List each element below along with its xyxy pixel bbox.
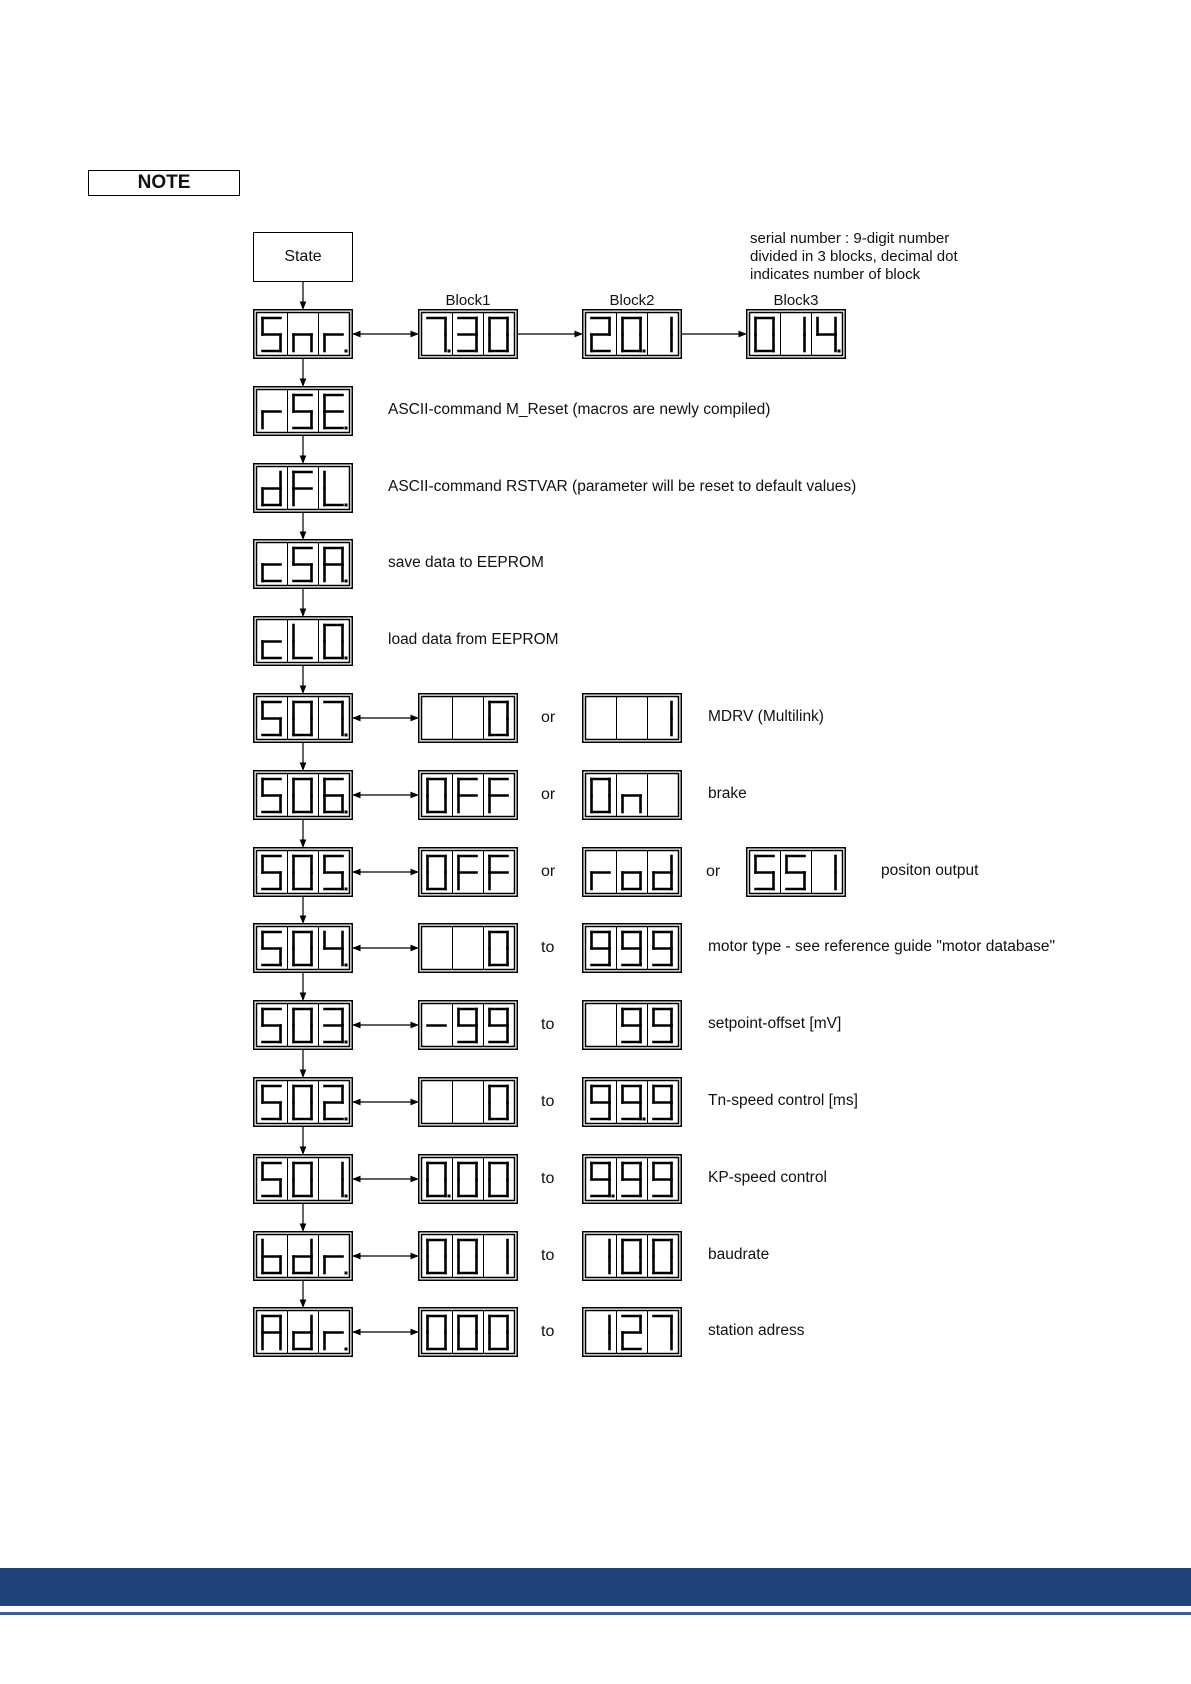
value-display <box>746 847 846 897</box>
state-display-5 <box>253 693 353 743</box>
state-display-7 <box>253 847 353 897</box>
state-display-11 <box>253 1154 353 1204</box>
connector-word: or <box>541 786 556 803</box>
connector-word: to <box>541 1170 555 1187</box>
value-display <box>418 693 518 743</box>
connector-word: to <box>541 1016 555 1033</box>
value-display <box>582 1077 682 1127</box>
row-description: brake <box>708 785 747 802</box>
serial-note-line: divided in 3 blocks, decimal dot <box>750 248 958 265</box>
value-display <box>418 770 518 820</box>
footer-line <box>0 1612 1191 1615</box>
value-display <box>418 1000 518 1050</box>
block1-title: Block1 <box>445 292 491 309</box>
value-display <box>582 693 682 743</box>
value-display <box>746 309 846 359</box>
value-display <box>418 847 518 897</box>
value-display <box>582 1307 682 1357</box>
state-display-2 <box>253 463 353 513</box>
value-display <box>418 1231 518 1281</box>
state-box: State <box>253 232 353 282</box>
connector-word: or <box>541 709 556 726</box>
row-description: load data from EEPROM <box>388 631 559 648</box>
value-display <box>418 923 518 973</box>
note-label: NOTE <box>88 170 240 196</box>
row-description: station adress <box>708 1322 805 1339</box>
state-display-9 <box>253 1000 353 1050</box>
state-display-13 <box>253 1307 353 1357</box>
connector-word: to <box>541 1093 555 1110</box>
state-display-8 <box>253 923 353 973</box>
value-display <box>418 1154 518 1204</box>
row-description: ASCII-command RSTVAR (parameter will be reset to default values) <box>388 478 857 495</box>
block2-title: Block2 <box>609 292 655 309</box>
footer-band <box>0 1568 1191 1606</box>
row-description: KP-speed control <box>708 1169 827 1186</box>
state-display-6 <box>253 770 353 820</box>
state-display-1 <box>253 386 353 436</box>
state-display-3 <box>253 539 353 589</box>
state-display-0 <box>253 309 353 359</box>
connector-word: to <box>541 1323 555 1340</box>
value-display <box>582 847 682 897</box>
block3-title: Block3 <box>773 292 819 309</box>
row-description: positon output <box>881 862 979 879</box>
connector-word: to <box>541 939 555 956</box>
value-display <box>582 923 682 973</box>
value-display <box>582 1000 682 1050</box>
value-display <box>418 1077 518 1127</box>
row-description: MDRV (Multilink) <box>708 708 824 725</box>
row-description: baudrate <box>708 1246 770 1263</box>
state-display-4 <box>253 616 353 666</box>
connector-word: or <box>706 863 721 880</box>
value-display <box>582 1231 682 1281</box>
row-description: ASCII-command M_Reset (macros are newly compiled) <box>388 401 771 418</box>
value-display <box>582 770 682 820</box>
row-description: motor type - see reference guide "motor database" <box>708 938 1056 955</box>
state-display-10 <box>253 1077 353 1127</box>
value-display <box>418 1307 518 1357</box>
state-display-12 <box>253 1231 353 1281</box>
value-display <box>582 1154 682 1204</box>
connector-word: or <box>541 863 556 880</box>
serial-note-line: indicates number of block <box>750 266 921 283</box>
row-description: save data to EEPROM <box>388 554 544 571</box>
serial-note-line: serial number : 9-digit number <box>750 230 950 247</box>
connector-word: to <box>541 1247 555 1264</box>
value-display <box>418 309 518 359</box>
row-description: Tn-speed control [ms] <box>708 1092 858 1109</box>
value-display <box>582 309 682 359</box>
row-description: setpoint-offset [mV] <box>708 1015 842 1032</box>
